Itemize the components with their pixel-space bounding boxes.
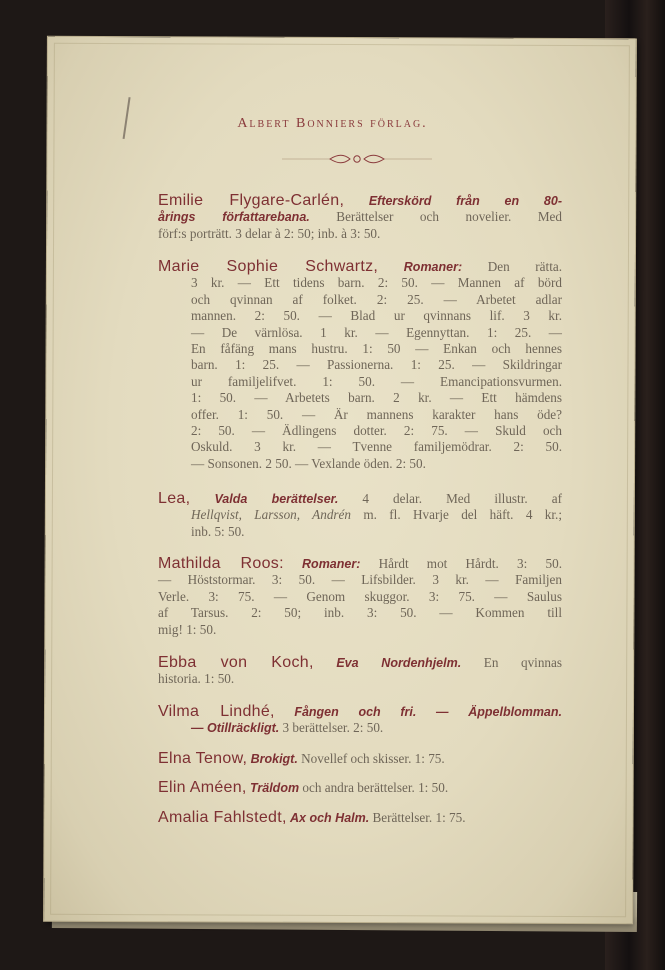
entry-text: 4 delar. Med illustr. af	[338, 491, 562, 506]
entry-line	[158, 275, 562, 291]
author-name: Mathilda Roos:	[158, 555, 284, 572]
illustrators: Hellqvist, Larsson, Andrén	[191, 507, 352, 523]
entry-line	[158, 589, 562, 605]
entry-text: inb. 5: 50.	[191, 523, 245, 539]
entry-text: och qvinnan af folket. 2: 25. — Arbetet adlar	[191, 291, 562, 307]
entry-line	[158, 390, 562, 406]
work-title: Romaner:	[403, 260, 463, 274]
entry-text: offer. 1: 50. — Är mannens karakter hans öde?	[191, 406, 562, 422]
author-name: Ebba von Koch,	[158, 654, 314, 671]
entry-text: barn. 1: 25. — Passionerna. 1: 25. — Skildringar	[191, 357, 562, 373]
entry-line	[158, 751, 562, 767]
entry-line	[158, 655, 562, 671]
entry-line	[158, 556, 562, 572]
entry-ameen	[158, 780, 562, 796]
work-title: Fången och fri. — Äppelblomman.	[294, 705, 562, 719]
entry-line	[158, 720, 562, 736]
entry-line	[158, 407, 562, 423]
entry-tenow	[158, 751, 562, 767]
entry-text: mannen. 2: 50. — Blad ur qvinnans lif. 3 kr.	[191, 308, 562, 324]
entry-lea	[158, 491, 562, 540]
entry-line	[158, 341, 562, 357]
entry-text: 3 berättelser. 2: 50.	[279, 720, 384, 736]
entry-line	[158, 572, 562, 588]
entry-line	[158, 671, 562, 687]
entry-text: och andra berättelser. 1: 50.	[299, 780, 449, 795]
entry-text: Oskuld. 3 kr. — Tvenne familjemödrar. 2: 50.	[191, 439, 562, 455]
entry-text: — De värnlösa. 1 kr. — Egennyttan. 1: 25. —	[191, 324, 562, 340]
entry-text: En qvinnas	[461, 655, 563, 670]
work-title: Träldom	[249, 781, 300, 795]
ornament-divider	[282, 152, 432, 166]
entry-line	[158, 423, 562, 439]
entry-line	[158, 193, 562, 209]
publisher-header: Albert Bonniers förlag.	[237, 116, 428, 131]
work-title: Brokigt.	[250, 752, 298, 766]
entry-text: mig! 1: 50.	[158, 621, 217, 637]
entry-text: ur familjelifvet. 1: 50. — Emancipationsvurmen.	[191, 373, 562, 389]
entry-line	[158, 605, 562, 621]
work-title: Romaner:	[302, 557, 361, 571]
entry-von-koch	[158, 655, 562, 688]
entry-text: Berättelser och novelier. Med	[309, 209, 562, 225]
entry-line	[158, 209, 562, 225]
author-name: Marie Sophie Schwartz,	[158, 258, 379, 275]
entry-line	[158, 308, 562, 324]
entry-line	[158, 524, 562, 540]
entry-text: förf:s porträtt. 3 delar à 2: 50; inb. à 3: 50.	[158, 225, 381, 241]
entry-line	[158, 259, 562, 275]
author-name: Vilma Lindhé,	[158, 703, 275, 720]
entry-flygare-carlen	[158, 193, 562, 242]
work-title: Efterskörd från en 80-	[368, 194, 562, 208]
entry-line	[158, 810, 562, 826]
entry-roos	[158, 556, 562, 638]
entry-text: — Höststormar. 3: 50. — Lifsbilder. 3 kr. — Familjen	[158, 572, 562, 588]
entry-text: — Sonsonen. 2 50. — Vexlande öden. 2: 50.	[191, 455, 426, 471]
entry-line	[158, 780, 562, 796]
entry-text: En fåfäng mans hustru. 1: 50 — Enkan och hennes	[191, 341, 562, 357]
entry-text: Den rätta.	[462, 259, 563, 274]
author-name: Emilie Flygare-Carlén,	[158, 192, 345, 209]
entry-line	[158, 704, 562, 720]
work-title: — Otillräckligt.	[191, 721, 280, 736]
entry-text: Hårdt mot Hårdt. 3: 50.	[360, 556, 562, 571]
entry-lindhe	[158, 704, 562, 737]
entry-line	[158, 439, 562, 455]
author-name: Lea,	[158, 490, 191, 507]
work-title: Valda berättelser.	[214, 492, 339, 506]
entry-text: af Tarsus. 2: 50; inb. 3: 50. — Kommen till	[158, 605, 562, 621]
entry-text: m. fl. Hvarje del häft. 4 kr.;	[351, 507, 562, 523]
author-name: Elna Tenow,	[158, 750, 248, 767]
entry-text: historia. 1: 50.	[158, 671, 235, 687]
entry-text: 3 kr. — Ett tidens barn. 2: 50. — Mannen af börd	[191, 275, 562, 291]
author-name: Amalia Fahlstedt,	[158, 809, 287, 826]
entry-text: Verle. 3: 75. — Genom skuggor. 3: 75. — Saulus	[158, 588, 562, 604]
entry-fahlstedt	[158, 810, 562, 826]
entry-line	[158, 456, 562, 472]
entry-text: Novellef och skisser. 1: 75.	[297, 751, 445, 766]
entry-line	[158, 357, 562, 373]
entry-text: Berättelser. 1: 75.	[369, 810, 466, 825]
entry-line	[158, 374, 562, 390]
entry-text: 1: 50. — Arbetets barn. 2 kr. — Ett hämdens	[191, 390, 562, 406]
work-title: Ax och Halm.	[290, 811, 370, 825]
entry-line	[158, 507, 562, 523]
entry-line	[158, 226, 562, 242]
work-title: årings författarebana.	[158, 210, 310, 225]
entry-line	[158, 325, 562, 341]
entry-line	[158, 622, 562, 638]
entry-line	[158, 491, 562, 507]
entry-line	[158, 292, 562, 308]
work-title: Eva Nordenhjelm.	[336, 656, 462, 670]
entry-text: 2: 50. — Ädlingens dotter. 2: 75. — Skuld och	[191, 423, 562, 439]
entry-schwartz	[158, 259, 562, 472]
author-name: Elin Améen,	[158, 779, 247, 796]
